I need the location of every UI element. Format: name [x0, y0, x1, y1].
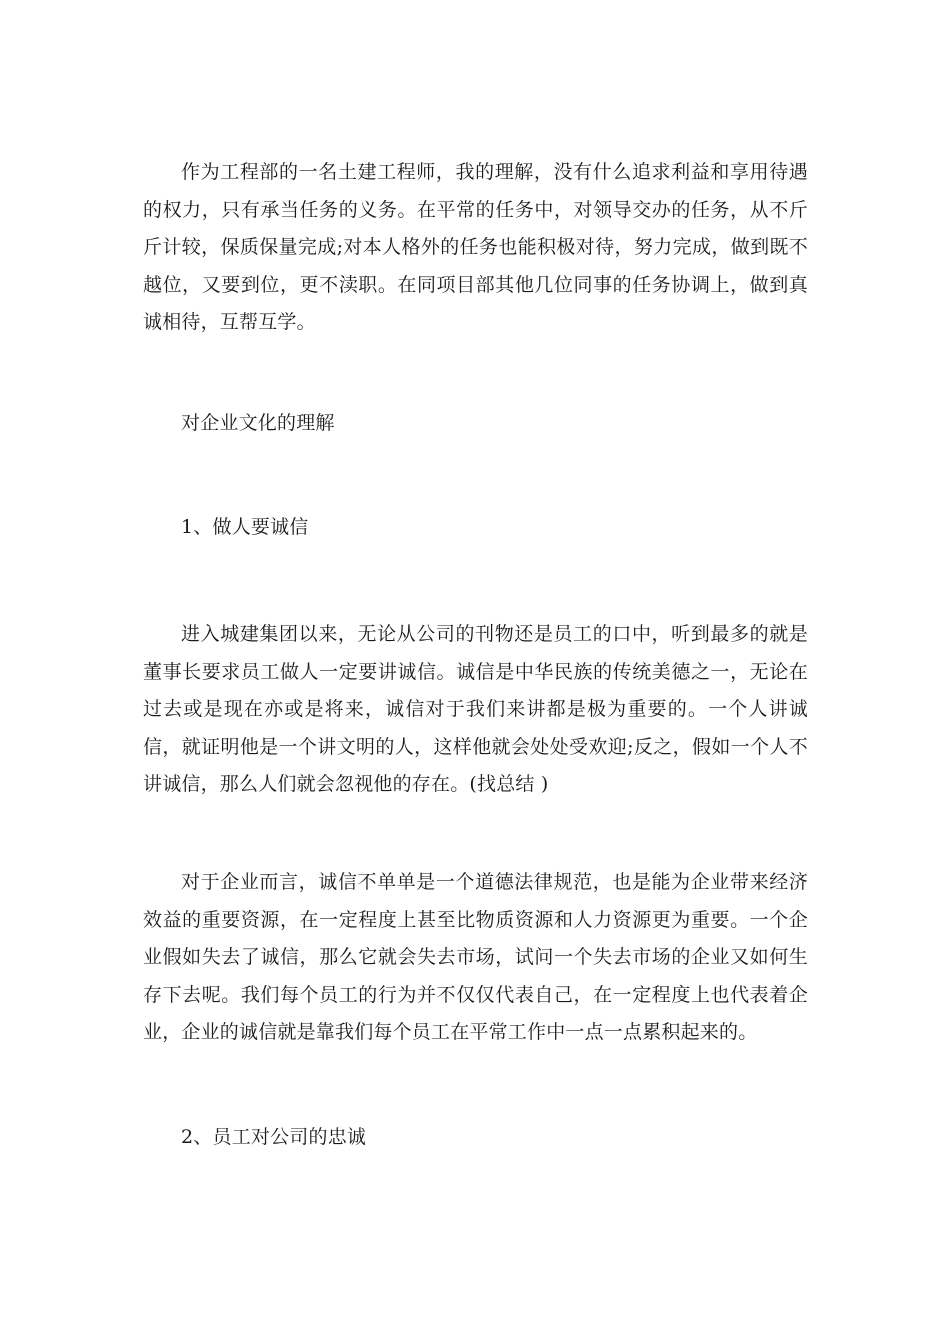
- subheading-loyalty: 2、员工对公司的忠诚: [181, 1126, 367, 1148]
- paragraph-integrity-enterprise: 对于企业而言，诚信不单单是一个道德法律规范，也是能为企业带来经济效益的重要资源，在一定程度上甚至比物质资源和人力资源更为重要。一个企业假如失去了诚信，那么它就会失去市场，试问一个失去市场的企业又如何生存下去呢。我们每个员工的行为并不仅仅代表自己，在一定程度上也代表着企业，企业的诚信就是靠我们每个员工在平常工作中一点一点累积起来的。: [143, 871, 808, 1043]
- paragraph-engineer-role: 作为工程部的一名土建工程师，我的理解，没有什么追求利益和享用待遇的权力，只有承当任务的义务。在平常的任务中，对领导交办的任务，从不斤斤计较，保质保量完成;对本人格外的任务也能积极对待，努力完成，做到既不越位，又要到位，更不渎职。在同项目部其他几位同事的任务协调上，做到真诚相待，互帮互学。: [143, 161, 808, 333]
- section-heading-corporate-culture: 对企业文化的理解: [181, 412, 335, 434]
- subheading-integrity: 1、做人要诚信: [181, 516, 309, 538]
- paragraph-integrity-personal: 进入城建集团以来，无论从公司的刊物还是员工的口中，听到最多的就是董事长要求员工做人一定要讲诚信。诚信是中华民族的传统美德之一，无论在过去或是现在亦或是将来，诚信对于我们来讲都是极为重要的。一个人讲诚信，就证明他是一个讲文明的人，这样他就会处处受欢迎;反之，假如一个人不讲诚信，那么人们就会忽视他的存在。(找总结 ): [143, 623, 808, 795]
